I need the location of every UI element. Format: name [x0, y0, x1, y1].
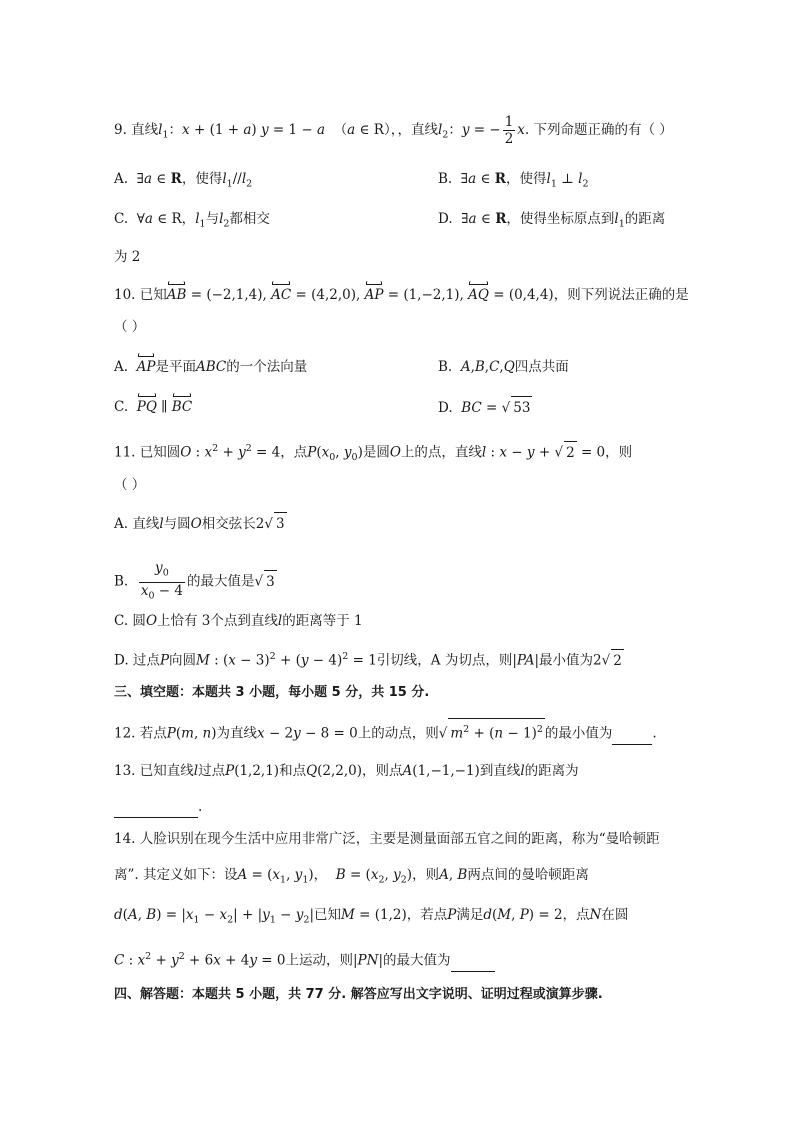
question-14-line-4: C : $x^2 + y^2 + 6x + 4y = 0$上运动，则|PN|的最大值为 [114, 946, 495, 972]
question-9-option-b: B. ∃a ∈ R，使得$l_1$ ⊥ $l_2$ [438, 171, 589, 190]
question-11-option-c: C. 圆O上恰有 3个点到直线l的距离等于 1 [114, 613, 363, 629]
question-11-paren: （ ） [114, 477, 146, 493]
question-14-line-3: d(A, $B) = |x_1 - x_2| + |y_1 - y_2|$已知M = (1,2)，若点P满足d(M, P) = 2，点N在圆 [114, 907, 629, 926]
section-3-heading: 三、填空题：本题共 3 小题，每小题 5 分，共 15 分. [114, 685, 430, 700]
question-9-stem: 9. 直线$l_1$：x + (1 + a) y = 1 − a （a ∈ R），，直线$l_2$：y = − $\frac{1}{2}$ x. 下列命题正确的有（ ） [114, 114, 673, 147]
section-4-heading: 四、解答题：本题共 5 小题，共 77 分. 解答应写出文字说明、证明过程或演算步骤. [114, 987, 603, 1002]
question-11-option-d: D. 过点P向圆M : $(x - 3)^2 + (y - 4)^2 = 1$引切线，A 为切点，则|PA|最小值为2√ 2 [114, 646, 624, 672]
question-9-option-d: D. ∃a ∈ R，使得坐标原点到$l_1$的距离 [438, 211, 666, 230]
question-11-stem: 11. 已知圆O : $x^2 + y^2 = 4$，点$P(x_0$, $y_0$)是圆O上的点，直线l : x − y + √ 2 = 0，则 [114, 438, 684, 469]
question-9-option-d-cont: 为 2 [114, 249, 141, 265]
question-11-option-b: B. $\frac{y_0}{x_0 - 4}$ 的最大值是√ 3 [114, 560, 277, 604]
question-10-option-b: B. A,B,C,Q四点共面 [438, 359, 569, 375]
question-9-option-c: C. ∀a ∈ R，$l_1$与$l_2$都相交 [114, 211, 270, 230]
question-14-line-2: 离”. 其定义如下：设$A = (x_1$, $y_1$)， $B = (x_2$, $y_2$)，则A, B两点间的曼哈顿距离 [114, 867, 589, 886]
question-10-option-d: D. BC = √ 53 [438, 396, 532, 419]
answer-blank[interactable] [114, 801, 198, 818]
question-10-option-c: C. PQ ∥ BC [114, 396, 192, 418]
question-10-paren: （ ） [114, 319, 146, 335]
answer-blank[interactable] [612, 728, 652, 745]
answer-blank[interactable] [451, 955, 495, 972]
question-10-option-a: A. AP是平面ABC的一个法向量 [114, 356, 307, 378]
question-12: 12. 若点P(m, n)为直线x − 2y − 8 = 0上的动点，则√ $m^2 + (n - 1)^2$ 的最小值为 . [114, 718, 657, 745]
question-9-option-a: A. ∃a ∈ R，使得$l_1//l_2$ [114, 171, 253, 190]
question-11-option-a: A. 直线l与圆O相交弦长2√ 3 [114, 512, 287, 535]
question-13-blank-line: . [114, 796, 202, 818]
question-14-line-1: 14. 人脸识别在现今生活中应用非常广泛，主要是测量面部五官之间的距离，称为“曼哈顿距 [114, 831, 660, 847]
question-10-stem: 10. 已知AB = (−2,1,4), AC = (4,2,0), AP = (1,−2,1), AQ = (0,4,4)，则下列说法正确的是 [114, 284, 684, 306]
question-13: 13. 已知直线l过点P(1,2,1)和点Q(2,2,0)，则点A(1,−1,−1)到直线l的距离为 [114, 763, 579, 779]
